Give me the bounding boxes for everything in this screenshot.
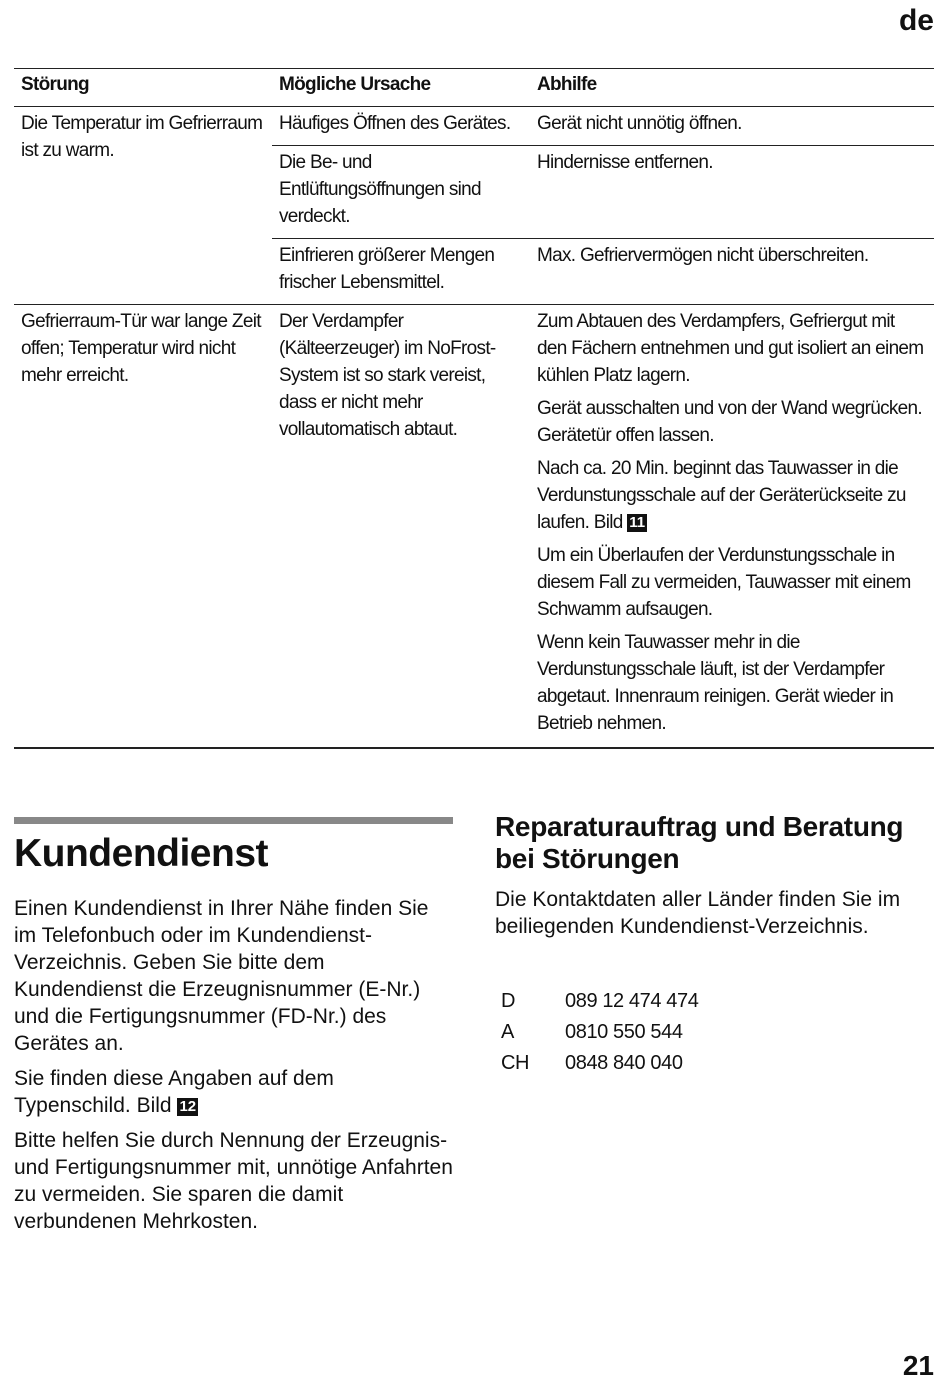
language-tag: de [898, 4, 934, 37]
ursache-cell: Die Be- und Entlüftungsöffnungen sind verdeckt. [272, 146, 530, 239]
table-row [14, 305, 934, 749]
abhilfe-step [537, 455, 928, 536]
abhilfe-step: Zum Abtauen des Verdampfers, Gefriergut mit den Fächern entnehmen und gut isoliert an einem kühlen Platz lagern. [537, 311, 924, 386]
abhilfe-step: Gerät ausschalten und von der Wand wegrücken. Gerätetür offen lassen. [537, 398, 922, 446]
country-code: CH [501, 1052, 530, 1074]
header-stoerung: Störung [14, 69, 272, 107]
ursache-cell: Einfrieren größerer Mengen frischer Lebensmittel. [272, 239, 530, 305]
ursache-cell: Häufiges Öffnen des Gerätes. [279, 113, 511, 134]
contact-table [495, 986, 704, 1079]
abhilfe-step: Wenn kein Tauwasser mehr in die Verdunstungsschale läuft, ist der Verdampfer abgetaut. Innenraum reinigen. Gerät wieder in Betrieb nehmen. [537, 632, 894, 734]
troubleshooting-table [14, 68, 934, 749]
country-code: D [501, 990, 516, 1012]
kundendienst-paragraph: Bitte helfen Sie durch Nennung der Erzeugnis- und Fertigungsnummer mit, unnötige Anfahrten zu vermeiden. Sie sparen die damit verbundenen Mehrkosten. [14, 1129, 453, 1233]
table-header-row [14, 69, 934, 107]
kundendienst-title: Kundendienst [14, 832, 268, 875]
header-abhilfe: Abhilfe [530, 69, 934, 107]
reparatur-title: Reparaturauftrag und Beratung bei Störungen [495, 811, 904, 874]
table-row [14, 107, 934, 146]
kundendienst-paragraph: Einen Kundendienst in Ihrer Nähe finden Sie im Telefonbuch oder im Kundendienst-Verzeichnis. Geben Sie bitte dem Kundendienst die Erzeugnisnummer (E-Nr.) und die Fertigungsnummer (FD-Nr.) des Gerätes an. [14, 897, 429, 1055]
kundendienst-paragraph [14, 1065, 454, 1119]
kundendienst-body [14, 895, 454, 1243]
abhilfe-step: Um ein Überlaufen der Verdunstungsschale in diesem Fall zu vermeiden, Tauwasser mit einem Schwamm aufsaugen. [537, 545, 911, 620]
abhilfe-cell: Gerät nicht unnötig öffnen. [537, 113, 742, 134]
contact-row [495, 986, 704, 1017]
figure-ref-badge: 11 [629, 514, 646, 531]
phone-number: 0848 840 040 [565, 1052, 683, 1074]
country-code: A [501, 1021, 514, 1043]
ursache-cell: Der Verdampfer (Kälteerzeuger) im NoFrost-System ist so stark vereist, dass er nicht mehr vollautomatisch abtaut. [272, 305, 530, 749]
phone-number: 089 12 474 474 [565, 990, 699, 1012]
figure-ref-badge: 12 [179, 1098, 197, 1115]
abhilfe-cell: Max. Gefriervermögen nicht überschreiten. [530, 239, 934, 305]
contact-row [495, 1048, 704, 1079]
phone-number: 0810 550 544 [565, 1021, 683, 1043]
stoerung-cell: Die Temperatur im Gefrierraum ist zu warm. [21, 113, 263, 161]
reparatur-text: Die Kontaktdaten aller Länder finden Sie im beiliegenden Kundendienst-Verzeichnis. [495, 888, 901, 938]
kundendienst-paragraph-text: Sie finden diese Angaben auf dem Typenschild. Bild [14, 1067, 334, 1117]
header-ursache: Mögliche Ursache [272, 69, 530, 107]
stoerung-cell: Gefrierraum-Tür war lange Zeit offen; Temperatur wird nicht mehr erreicht. [14, 305, 272, 749]
contact-row [495, 1017, 704, 1048]
section-rule [14, 817, 453, 824]
abhilfe-cell [530, 305, 934, 749]
abhilfe-step-text: Nach ca. 20 Min. beginnt das Tauwasser in die Verdunstungsschale auf der Geräterückseite zu laufen. Bild [537, 458, 906, 533]
abhilfe-cell: Hindernisse entfernen. [530, 146, 934, 239]
page-number: 21 [902, 1350, 934, 1381]
